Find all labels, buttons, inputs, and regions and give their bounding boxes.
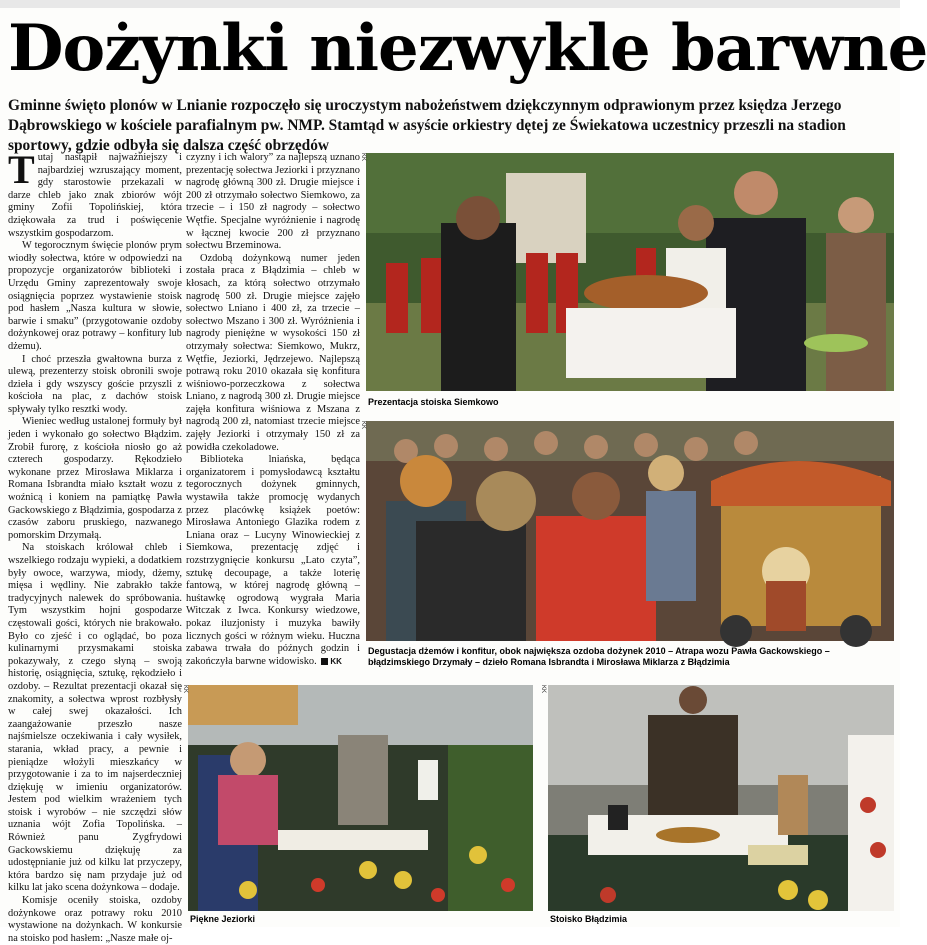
column1-paragraph-3: I choć przeszła gwałtowna burza z ulewą, prezenterzy stoisk obronili swoje dzieła i gdy wszyscy goście przyszli z kościoła na plac, z dachów stoisk spływały tylko resztki wody.: [8, 353, 182, 415]
photo-tasting-and-cart: [366, 421, 894, 641]
photo-siemkowo-stand: [366, 153, 894, 391]
photo-credit-tag-2: KK: [360, 421, 366, 430]
column1-paragraph-1: Tutaj nastąpił najważniejszy i najbardziej wzruszający moment, gdy starostowie przekazali w darze chleb jako znak zbiorów wójt gminy Zofii Topolińskiej, która dziękowała za trud i poświęcenie wszystkim gospodarzom.: [8, 147, 182, 239]
photo-credit-tag-4: KK: [540, 685, 546, 694]
caption-photo-4: Stoisko Błądzimia: [550, 914, 628, 924]
photo-bladzim-stand: [548, 685, 894, 911]
column2-paragraph-3: Biblioteka lniańska, będąca organizatorem i pomysłodawcą kształtu tegorocznych dożynek gminnych, wystawiła także promocję wydanych przez placówkę książek poetów: Mirosława Antoniego Glazika rodem z Lniana oraz – Lucyny Winowieckiej z Siemkowa, prezentację zdjęć i rozstrzygnięcie konkursu „Lato czyta”, sztukę decoupage, a także loterię fantową, w której nagrodę główną – huśtawkę ogrodową wygrała Maria Witczak z Iwca. Konkursy wiedzowe, pokaz iluzjonisty i muzyka bawiły licznych gości w różnym wieku. Huczna zabawa trwała do późnych godzin i zakończyła barwne widowisko. KK: [186, 454, 360, 667]
column1-paragraph-4: Wieniec według ustalonej formuły był jeden i wykonało go sołectwo Błądzim. Zrobił furorę, z kościoła niosło go aż czterech gospodarzy. Rękodzieło wykonane przez Mirosława Miklarza i Romana Isbrandta miało kształt wozu z woźnicą i koniem na pamiątkę Pawła Gackowskiego z Błądzimia, gospodarza z czasów zaboru pruskiego, nazwanego pomorskim Drzymałą.: [8, 416, 182, 541]
caption-photo-1: Prezentacja stoiska Siemkowo: [368, 397, 499, 407]
end-mark-icon: [321, 658, 328, 665]
photo-credit-tag-1: KK: [360, 153, 366, 162]
drop-cap: T: [8, 147, 35, 192]
column1-paragraph-2: W tegorocznym święcie plonów prym wiodły sołectwa, które w odpowiedzi na propozycje organizatorów biblioteki i Urzędu Gminy zaprezentowały swoje osiągnięcia poprzez wystawienie stoisk pod hasłem „Nasza kultura w słowie, barwie i smaku” (przygotowanie ozdoby dożynkowej oraz potrawy – konfitury lub dżemu).: [8, 240, 182, 352]
text-column-2: [186, 152, 360, 672]
caption-photo-3: Piękne Jeziorki: [190, 914, 256, 924]
photo-credit-tag-3: KK: [182, 685, 188, 694]
column1-paragraph-6: Komisje oceniły stoiska, ozdoby dożynkowe oraz potrawy roku 2010 wystawione na dożynkach. W konkursie na stoisko pod hasłem: „Nasze małe oj-: [8, 895, 182, 944]
column2-paragraph-1: czyzny i ich walory” za najlepszą uznano prezentację sołectwa Jeziorki i przyznano nagrodę główną 300 zł. Drugie miejsce i 200 zł otrzymało sołectwo Siemkowo, za trzecie – i 150 zł nagrody – sołectwo Wętfie. Specjalne wyróżnienie i nagrodę w łącznej kwocie 200 zł przyznano sołectwu Brzeminowa.: [186, 152, 360, 252]
author-signature: KK: [330, 656, 342, 666]
photo-jeziorki-stand: [188, 685, 533, 911]
caption-photo-2: Degustacja dżemów i konfitur, obok największa ozdoba dożynek 2010 – Atrapa wozu Pawła Gackowskiego – błądzimskiego Drzymały – dzieło Romana Isbrandta i Mirosława Miklarza z Błądzimia: [368, 646, 830, 667]
article-lead: Gminne święto plonów w Lnianie rozpoczęło się uroczystym nabożeństwem dziękczynnym odprawionym przez księdza Jerzego Dąbrowskiego w kościele parafialnym pw. NMP. Stamtąd w asyście orkiestry dętej ze Świekatowa uczestnicy przeszli na stadion sportowy, gdzie odbyła się dalsza część obrzędów: [8, 97, 846, 154]
text-column-1: [8, 147, 182, 944]
article-headline: Dożynki niezwykle barwne: [8, 11, 927, 86]
column1-paragraph-5: Na stoiskach królował chleb i wszelkiego rodzaju wypieki, a dodatkiem były owoce, warzywa, miody, dżemy, mięsa i wędliny. Nie zabrakło także tradycyjnych nalewek do spróbowania. Tym wszystkim hojni gospodarze częstowali gości, których nie brakowało. Było co zjeść i co oglądać, bo poza kulinarnymi przysmakami stoiska pokazywały, z czego słyną – swoją historię, osiągnięcia, sztukę, rękodzieło i ozdoby. – Rezultat prezentacji okazał się znakomity, a sołectwa wprost rozbłysły w całej swej okazałości. Ich zaangażowanie przeszło nasze najśmielsze oczekiwania i cały wysiłek, starania, wkład pracy, a pewnie i pieniądze włożyli mieszkańcy w przygotowanie i za to im najserdeczniej dziękuję w imieniu organizatorów. Jestem pod wielkim wrażeniem tych stoisk i wyrobów – nie szczędzi słów uznania wójt Zofia Topolińska. – Również panu Zygfrydowi Gackowskiemu dziękuję za udostępnianie już od kilku lat przyczepy, która bardzo się nam przydaje już od kilku lat jako scena dożynkowa – dodaje.: [8, 542, 182, 894]
column2-paragraph-2: Ozdobą dożynkową numer jeden została praca z Błądzimia – chleb w kłosach, za którą sołectwo otrzymało nagrodę 500 zł. Drugie miejsce zajęło sołectwo Lniano i 400 zł, za trzecie – sołectwo Mszano i 300 zł. Wyróżnienia i nagrody pieniężne w wysokości 150 zł otrzymały sołectwa: Siemkowo, Mukrz, Wętfie, Jeziorki, Jędrzejewo. Najlepszą potrawą roku 2010 okazała się konfitura wiśniowo-porzeczkowa z sołectwa Lniano, z nagrodą 300 zł. Drugie miejsce zajęła konfitura wiśniowa z Mszana z nagrodą 200 zł, natomiast trzecie miejsce zajęły Jeziorki i otrzymały 150 zł za powidła czekoladowe.: [186, 252, 360, 453]
